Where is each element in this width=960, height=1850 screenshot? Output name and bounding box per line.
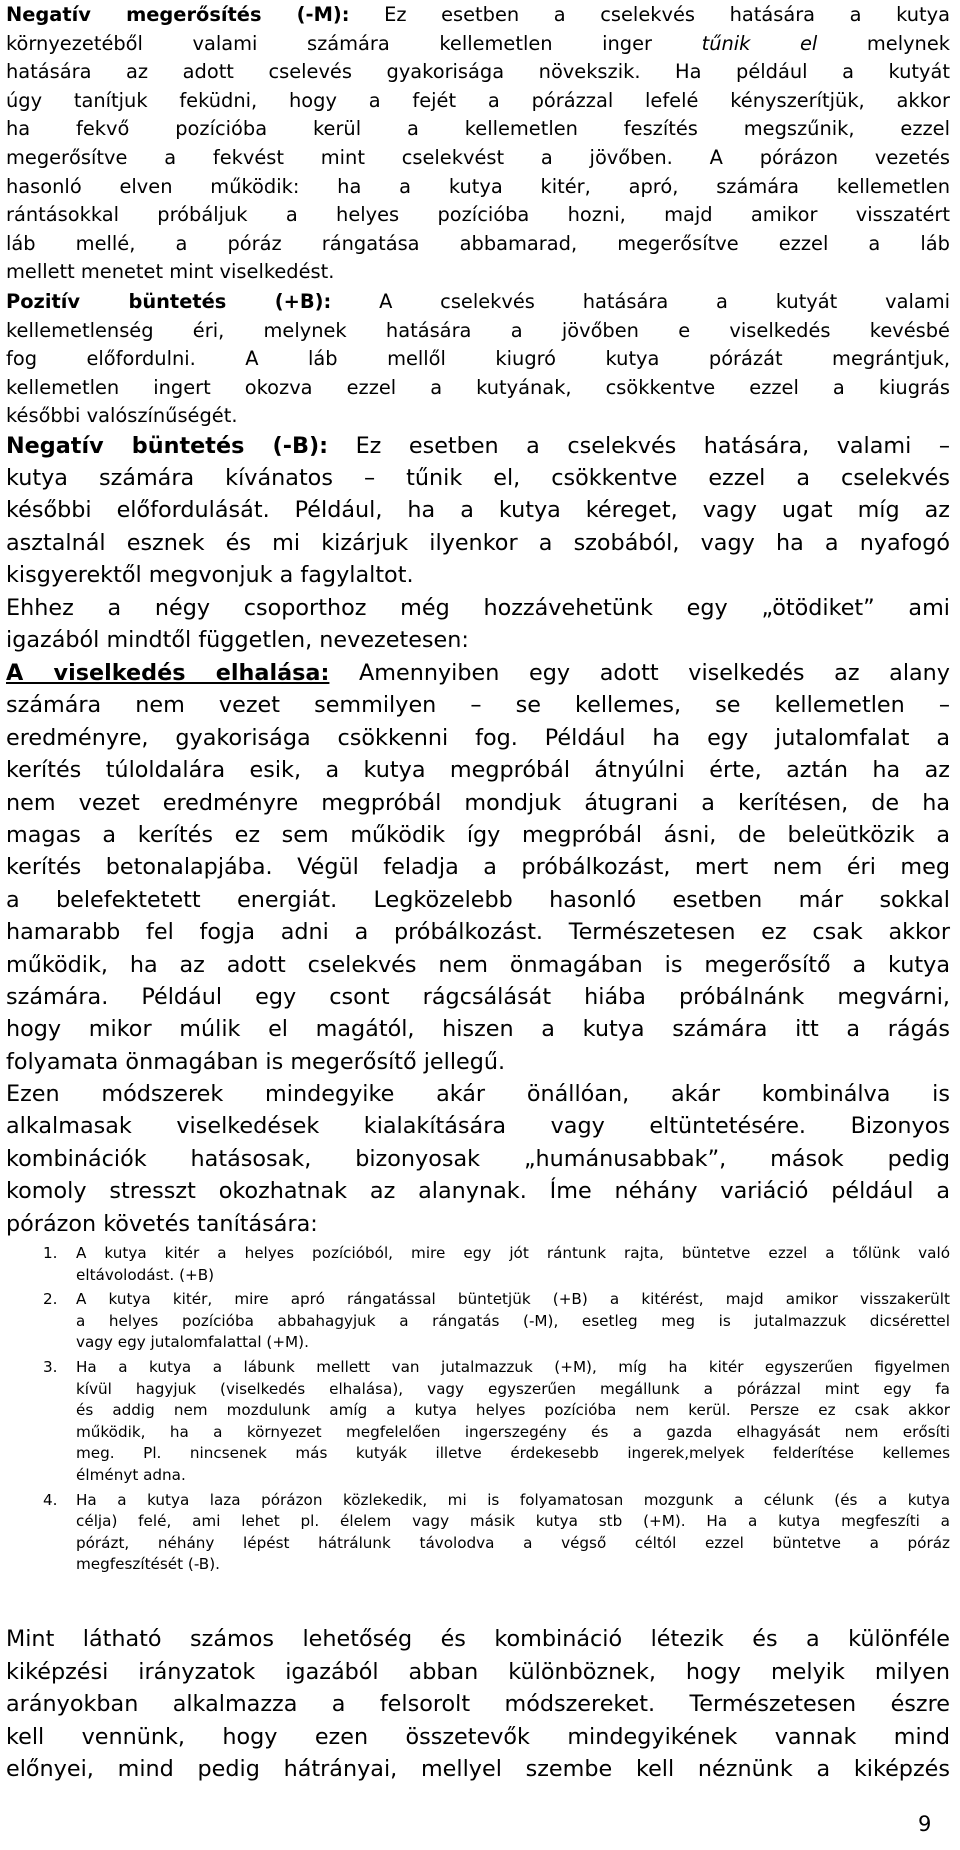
text-line: láb mellé, a póráz rángatása abbamarad, megerősítve ezzel a láb [6,231,950,255]
text-line: A kutya kitér, mire apró rángatással büntetjük (+B) a kitérést, majd amikor visszakerült [76,1290,950,1309]
paragraph-conclusion [6,1623,950,1786]
list-number: 2. [43,1290,58,1309]
text-line: eredményre, gyakorisága csökkenni fog. Például ha egy jutalomfalat a [6,724,950,751]
text-line: kívül hagyjuk (viselkedés elhalása), vagy egyszerűen megállunk a pórázzal mint egy fa [76,1379,950,1398]
paragraph-negative-reinforcement [6,1,950,287]
text-line: ha fekvő pozícióba kerül a kellemetlen feszítés megszűnik, ezzel [6,117,950,141]
paragraph-positive-punishment [6,288,950,431]
text-line: kellemetlen ingert okozva ezzel a kutyának, csökkentve ezzel a kiugrás [6,375,950,399]
text-line: mellett menetet mint viselkedést. [6,260,335,284]
text-line: meg. Pl. nincsenek más kutyák illetve érdekesebb ingerek,melyek felderítése kellemes [76,1444,950,1463]
text-line: eltávolodást. (+B) [76,1265,215,1284]
list-number: 3. [43,1357,58,1376]
text-line: Mint látható számos lehetőség és kombináció létezik és a különféle [6,1626,950,1652]
text-line: Negatív büntetés (-B): Ez esetben a cselekvés hatására, valami – [6,433,950,459]
text-line: kutya számára kívánatos – tűnik el, csökkentve ezzel a cselekvés [6,465,950,492]
text-line: komoly stresszt okozhatnak az alanynak. Íme néhány variáció például a [6,1178,950,1205]
list-number: 1. [43,1244,58,1262]
text-line: igazából mindtől független, nevezetesen: [6,627,469,654]
paragraph-negative-punishment [6,430,950,591]
text-line: kell vennünk, hogy ezen összetevők mindegyikének vannak mind [6,1723,950,1750]
paragraph-fifth-group [6,592,950,657]
text-line: Ha a kutya a lábunk mellett van jutalmazzuk (+M), míg ha kitér egyszerűen figyelmen [76,1357,950,1376]
text-line: Pozitív büntetés (+B): A cselekvés hatására a kutyát valami [6,290,950,313]
text-line: A viselkedés elhalása: Amennyiben egy adott viselkedés az alany [6,660,951,686]
text-line: hasonló elven működik: ha a kutya kitér, apró, számára kellemetlen [6,174,950,198]
text-line: folyamata önmagában is megerősítő jellegű. [6,1048,506,1075]
text-line: pórázt, néhány lépést hátrálunk távolodva a végső céltól ezzel büntetve a póráz [76,1533,950,1552]
text-line: kellemetlenség éri, melynek hatására a jövőben e viselkedés kevésbé [6,318,950,342]
text-line: Negatív megerősítés (-M): Ez esetben a cselekvés hatására a kutya [6,3,951,26]
term-negative-reinforcement: Negatív megerősítés (-M): [6,3,350,26]
text-line: hogy mikor múlik el magától, hiszen a kutya számára itt a rágás [6,1016,950,1043]
text-line: pórázon követés tanítására: [6,1210,318,1237]
text-line: számára. Például egy csont rágcsálását hiába próbálnánk megvárni, [6,984,950,1011]
text-line: úgy tanítjuk feküdni, hogy a fejét a pórázzal lefelé kényszerítjük, akkor [6,88,950,112]
paragraph-extinction [6,657,950,1078]
text-line: kiképzési irányzatok igazából abban különböznek, hogy melyik milyen [6,1658,950,1685]
text-line: kombinációk hatásosak, bizonyosak „humánusabbak”, mások pedig [6,1145,950,1172]
text-line: vagy egy jutalomfalattal (+M). [76,1333,309,1352]
term-extinction: A viselkedés elhalása: [6,660,330,686]
list-number: 4. [43,1490,58,1509]
text-line: Ezen módszerek mindegyike akár önállóan, akár kombinálva is [6,1081,950,1107]
text-line: hamarabb fel fogja adni a próbálkozást. Természetesen ez csak akkor [6,919,950,946]
text-line: fog előfordulni. A láb mellől kiugró kutya pórázát megrántjuk, [6,347,950,371]
text-line: kerítés betonalapjába. Végül feladja a próbálkozást, mert nem éri meg [6,854,950,881]
page-number: 9 [918,1812,932,1836]
text-line: megerősítve a fekvést mint cselekvést a jövőben. A pórázon vezetés [6,145,950,169]
text-line: asztalnál esznek és mi kizárjuk ilyenkor a szobából, vagy ha a nyafogó [6,529,950,556]
text-line: hatására az adott cselevés gyakorisága növekszik. Ha például a kutyát [6,60,950,84]
term-positive-punishment: Pozitív büntetés (+B): [6,290,332,313]
text-line: célja) felé, ami lehet pl. élelem vagy másik kutya stb (+M). Ha a kutya megfeszíti a [76,1512,950,1531]
text-line: kerítés túloldalára esik, a kutya megpróbál átnyúlni érte, aztán ha az [6,757,950,784]
text-line: Ehhez a négy csoporthoz még hozzávehetünk egy „ötödiket” ami [6,595,950,621]
text-line: későbbi valószínűségét. [6,404,238,428]
text-line: megfeszítését (-B). [76,1555,220,1574]
text-line: a helyes pozícióba abbahagyjuk a rángatás (-M), esetleg meg is jutalmazzuk dicsérettel [76,1311,950,1330]
text-line: kisgyerektől megvonjuk a fagylaltot. [6,561,414,588]
text-line: rántásokkal próbáljuk a helyes pozícióba hozni, majd amikor visszatért [6,203,950,227]
text-line: működik, ha az adott cselekvés nem önmagában is megerősítő a kutya [6,951,950,978]
emphasis-text: tűnik el [701,31,818,55]
text-line: A kutya kitér a helyes pozícióból, mire egy jót rántunk rajta, büntetve ezzel a tőlünk való [76,1244,950,1262]
text-line: élményt adna. [76,1465,186,1484]
text-line: működik, ha a környezet megfelelően ingerszegény és a gazda elhagyását nem erősíti [76,1422,950,1441]
text-line: magas a kerítés ez sem működik így megpróbál ásni, de beleütközik a [6,822,950,849]
text-line: a belefektetett energiát. Legközelebb hasonló esetben már sokkal [6,886,950,913]
list-item [6,1490,950,1576]
term-negative-punishment: Negatív büntetés (-B): [6,433,329,459]
text-line: későbbi előfordulását. Például, ha a kutya kéreget, vagy ugat míg az [6,497,950,524]
text-line: Ha a kutya laza pórázon közlekedik, mi is folyamatosan mozgunk a célunk (és a kutya [76,1490,950,1509]
text-line: nem vezet eredményre megpróbál mondjuk átugrani a kerítésen, de ha [6,789,950,816]
list-item [6,1357,950,1487]
text-line: előnyei, mind pedig hátrányai, mellyel szembe kell néznünk a kiképzés [6,1756,950,1783]
text-line: környezetéből valami számára kellemetlen inger tűnik el melynek [6,31,951,55]
variations-list [6,1243,950,1576]
text-line: alkalmasak viselkedések kialakítására vagy eltüntetésére. Bizonyos [6,1113,950,1140]
text-line: számára nem vezet semmilyen – se kellemes, se kellemetlen – [6,692,950,719]
list-item [6,1243,950,1286]
paragraph-methods [6,1078,950,1240]
text-line: és addig nem mozdulunk amíg a kutya helyes pozícióba nem kerül. Persze ez csak akkor [76,1401,950,1420]
text-line: arányokban alkalmazza a felsorolt módszereket. Természetesen észre [6,1691,950,1718]
list-item [6,1289,950,1354]
